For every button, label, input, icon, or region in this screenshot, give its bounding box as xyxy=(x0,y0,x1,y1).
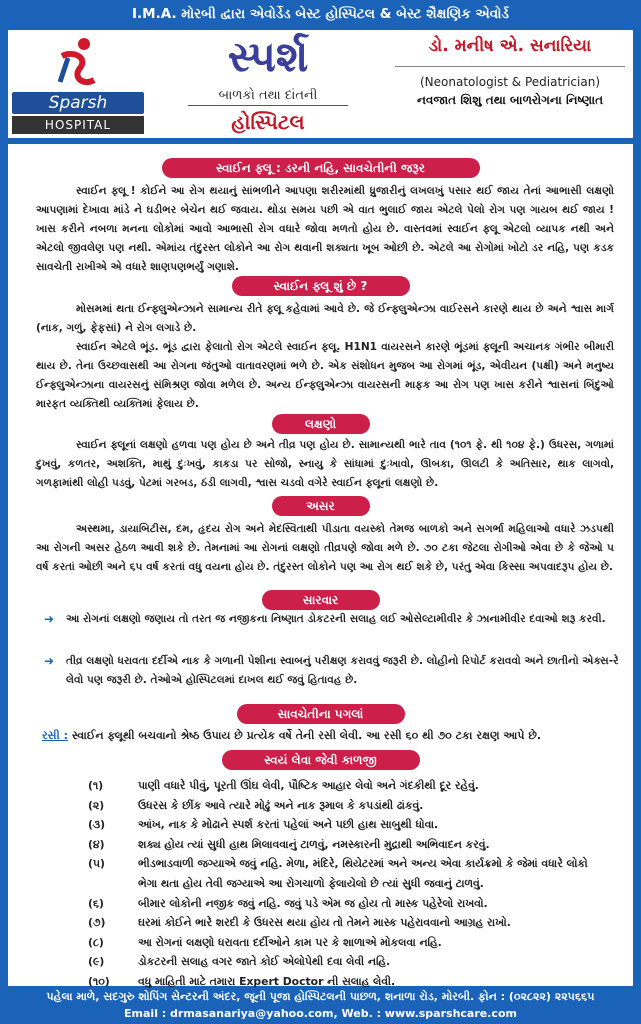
divider xyxy=(395,66,625,67)
list-number: (૧) xyxy=(88,779,104,792)
what-paragraph-1: મોસમમાં થતા ઈન્ફ્લુએન્ઝાને સામાન્ય રીતે ફ્લૂ કહેવામાં આવે છે. જે ઈન્ફ્લુએન્ઝા વાઈરસને કારણે થાય છે અને શ્વાસ માર્ગ (નાક, ગળું, ફેફસાં) ને રોગ લગાડે છે. xyxy=(36,303,614,334)
list-text: આ રોગનાં લક્ષણો ધરાવતા દર્દીઓને કામ પર કે શાળાએ મોકલવા નહિ. xyxy=(138,935,442,949)
list-text: પાણી વધારે પીવું, પૂરતી ઊંઘ લેવી, પૌષ્ટિક આહાર લેવો અને ગંદકીથી દૂર રહેવું. xyxy=(138,779,479,792)
list-number: (૯) xyxy=(88,955,105,969)
list-text: ઘરમાં કોઈને ભારે શરદી કે ઉધરસ થયા હોય તો તેમને માસ્ક પહેરાવવાનો આગ્રહ રાખો. xyxy=(138,916,511,930)
vaccine-line xyxy=(42,726,612,745)
list-number: (૧૦) xyxy=(88,974,110,988)
footer-address: પહેલા માળે, સદગુરુ શોપિંગ સેન્ટરની અંદર, જૂની પૂજા હોસ્પિટલની પાછળ, શનાળા રોડ, મોરબી. ફોન : (૦૨૮૨૨) ૨૨૫૬૬૫ xyxy=(46,990,595,1003)
list-text: ભીડભાડવાળી જગ્યાએ જવું નહિ. મેળા, મંદિરે, થિયેટરમાં અને અન્ય એવા કાર્યક્રમો કે જેમાં વધારે લોકો ભેગા થતા હોય તેવી જગ્યાએ આ રોગચાળો ફેલાયેલો છે ત્યાં સુધી જવાનું ટાળવું. xyxy=(138,857,588,890)
doctor-name: ડો. મનીષ એ. સનારિયા xyxy=(428,36,592,56)
list-number: (૫) xyxy=(88,857,105,871)
list-item xyxy=(88,815,608,835)
footer-contact: Email : drmasanariya@yahoo.com, Web. : www.sparshcare.com xyxy=(124,1007,517,1020)
doctor-degree: (Neonatologist & Pediatrician) xyxy=(420,75,600,89)
arrow-icon: ➜ xyxy=(44,654,55,668)
content xyxy=(8,144,633,986)
treatment-title: સારવાર xyxy=(262,590,380,610)
what-title: સ્વાઈન ફ્લૂ શું છે ? xyxy=(232,276,410,296)
precaution-title: સાવચેતીના પગલાં xyxy=(237,704,405,724)
logo xyxy=(12,34,144,134)
list-number: (૭) xyxy=(88,916,106,930)
brand-name: સ્પર્શ xyxy=(227,32,309,81)
list-number: (૮) xyxy=(88,935,104,949)
intro-paragraph: સ્વાઈન ફ્લૂ ! કોઈને આ રોગ થયાનું સાંભળીને આપણા શરીરમાંથી ધ્રુજારીનું લખલખું પસાર થઈ જાય તેનાં આભાસી લક્ષણો આપણામાં દેખાવા માંડે ને ઘડીભર બેચેન થઈ જવાય. થોડા સમય પછી એ વાત ભુલાઈ જાય એટલે પેલો રોગ પણ ગાયબ થઈ જાય ! ખાસ કરીને નબળા મનના લોકોમાં આવો આભાસી રોગ વધારે જોવા મળતો હોય છે. વાસ્તવમાં સ્વાઈન ફ્લૂ એટલો વ્યાપક નથી અને એટલો જીવલેણ પણ નથી. એમાંય તંદુરસ્ત લોકોને આ રોગ થવાની શક્યતા ખૂબ ઓછી છે. એટલે આ રોગોમાં ખોટો ડર નહિ, પણ કડક સાવચેતી રાખીએ એ વધારે શાણપણભર્યું ગણાશે. xyxy=(36,185,614,273)
list-text: બીમાર લોકોની નજીક જવું નહિ. જવું પડે એમ જ હોય તો માસ્ક પહેરેલો રાખવો. xyxy=(138,896,488,910)
vaccine-text: સ્વાઈન ફ્લૂથી બચવાનો શ્રેષ્ઠ ઉપાય છે પ્રત્યેક વર્ષે તેની રસી લેવી. આ રસી ૬૦ થી ૭૦ ટકા રક્ષણ આપે છે. xyxy=(71,729,542,742)
list-number: (૪) xyxy=(88,837,105,851)
main-title: સ્વાઈન ફ્લૂ : ડરની નહિ, સાવચેતીની જરૂર xyxy=(162,158,480,178)
list-item xyxy=(88,913,608,933)
what-paragraph-2: સ્વાઈન એટલે ભૂંડ. ભૂંડ દ્વારા ફેલાતો રોગ એટલે સ્વાઈન ફ્લૂ. H1N1 વાયરસને કારણે ભૂંડમાં ફ્લૂની અચાનક ગંભીર બીમારી થાય છે. તેના ઉચ્છવાસથી આ રોગના જંતુઓ વાતાવરણમાં ભળે છે. એક સંશોધન મુજબ આ રોગમાં ભૂંડ, એવીયન (પક્ષી) અને મનુષ્ય ઈન્ફ્લુએન્ઝાના વાયરસનું સંમિશ્રણ જોવા મળેલ છે. અન્ય ઈન્ફ્લુએન્ઝા વાયરસની માફક આ રોગ પણ ખાસ કરીને શ્વાસનાં બિંદુઓ મારફત વ્યક્તિથી વ્યક્તિમાં ફેલાય છે. xyxy=(36,341,614,410)
header xyxy=(8,30,633,138)
list-item xyxy=(88,854,608,893)
list-item xyxy=(88,894,608,914)
vaccine-key: રસી : xyxy=(42,729,68,742)
sparsh-logo-icon xyxy=(54,36,98,92)
arrow-icon: ➜ xyxy=(44,612,55,626)
treatment-text-2: તીવ્ર લક્ષણો ધરાવતા દર્દીએ નાક કે ગળાની પેશીના સ્વાબનું પરીક્ષણ કરાવવું જરૂરી છે. લોહીનો રિપોર્ટ કરાવવો અને છાતીનો એક્સ-રે લેવો પણ જરૂરી છે. તેઓએ હોસ્પિટલમાં દાખલ થઈ જવું હિતાવહ છે. xyxy=(66,655,619,686)
logo-hospital: HOSPITAL xyxy=(12,116,144,134)
treatment-item xyxy=(44,610,636,629)
self-care-list xyxy=(88,776,608,992)
list-item xyxy=(88,952,608,972)
symptoms-paragraph: સ્વાઈન ફ્લૂનાં લક્ષણો હળવા પણ હોય છે અને તીવ્ર પણ હોય છે. સામાન્યથી ભારે તાવ (૧૦૧ ફે. થી ૧૦૪ ફે.) ઉધરસ, ગળામાં દુખવું, કળતર, અશક્તિ, માથું દુઃખવું, કાકડા પર સોજો, સ્નાયુ કે સાંધામાં દુઃખાવો, ઊબકા, ઊલટી કે અતિસાર, થાક લાગવો, ગળફામાંથી લોહી પડવું, પેટમાં ગરબડ, ઠંડી લાગવી, શ્વાસ ચડવો વગેરે સ્વાઈન ફ્લૂનાં લક્ષણો છે. xyxy=(36,439,614,489)
brand-tagline: બાળકો તથા દાંતની xyxy=(188,88,348,106)
list-item xyxy=(88,933,608,953)
award-banner: I.M.A. મોરબી દ્વારા એવોર્ડેડ બેસ્ટ હોસ્પિટલ & બેસ્ટ શૈક્ષણિક એવોર્ડ xyxy=(132,6,509,22)
list-text: શક્ય હોય ત્યાં સુધી હાથ મિલાવવાનું ટાળવું, નમસ્કારની મુદ્રાથી અભિવાદન કરવું. xyxy=(138,837,490,851)
brand xyxy=(148,32,388,136)
list-item xyxy=(88,776,608,796)
logo-name: Sparsh xyxy=(12,92,144,114)
treatment-item xyxy=(44,652,636,690)
symptoms-title: લક્ષણો xyxy=(272,414,370,434)
list-text: વધુ માહિતી માટે તમારા Expert Doctor ની સલાહ લેવી. xyxy=(138,974,396,988)
brand-hospital: હોસ્પિટલ xyxy=(231,110,305,134)
list-number: (૬) xyxy=(88,896,104,910)
effect-title: અસર xyxy=(272,496,370,516)
list-item xyxy=(88,796,608,816)
list-text: ઉધરસ કે છીંક આવે ત્યારે મોઢું અને નાક રૂમાલ કે કપડાંથી ઢાંકવું. xyxy=(138,798,424,812)
effect-paragraph: અસ્થમા, ડાયાબિટીસ, દમ, હૃદય રોગ અને મેદસ્વિતાથી પીડાતા વયસ્કો તેમજ બાળકો અને સગર્ભા મહિલાઓ વધારે ઝડપથી આ રોગની અસર હેઠળ આવી શકે છે. તેમનામાં આ રોગનાં લક્ષણો તીવ્રપણે જોવા મળે છે. ૭૦ ટકા જેટલા રોગીઓ એવા છે કે જેઓ ૫ વર્ષ કરતાં ઓછી અને ૬૫ વર્ષ કરતાં વધુ વયના હોય છે. તંદુરસ્ત લોકોને પણ આ રોગ થઈ શકે છે, પરંતુ એવા કિસ્સા અપવાદરૂપ હોય છે. xyxy=(36,523,614,573)
list-number: (૨) xyxy=(88,798,105,812)
footer xyxy=(0,988,641,1024)
doctor-info xyxy=(395,36,625,108)
list-number: (૩) xyxy=(88,818,106,832)
list-text: આંખ, નાક કે મોઢાને સ્પર્શ કરતાં પહેલાં અને પછી હાથ સાબુથી ધોવા. xyxy=(138,818,439,832)
list-text: ડોકટરની સલાહ વગર જાતે કોઈ એલોપેથી દવા લેવી નહિ. xyxy=(138,955,391,969)
doctor-specialty: નવજાત શિશુ તથા બાળરોગના નિષ્ણાત xyxy=(416,93,604,107)
treatment-text-1: આ રોગનાં લક્ષણો જણાય તો તરત જ નજીકના નિષ્ણાત ડોકટરની સલાહ લઈ ઓસેલ્ટામીવીર કે ઝાનામીવીર દવાઓ શરૂ કરવી. xyxy=(66,613,606,625)
self-care-title: સ્વયં લેવા જેવી કાળજી xyxy=(222,750,420,770)
list-item xyxy=(88,835,608,855)
